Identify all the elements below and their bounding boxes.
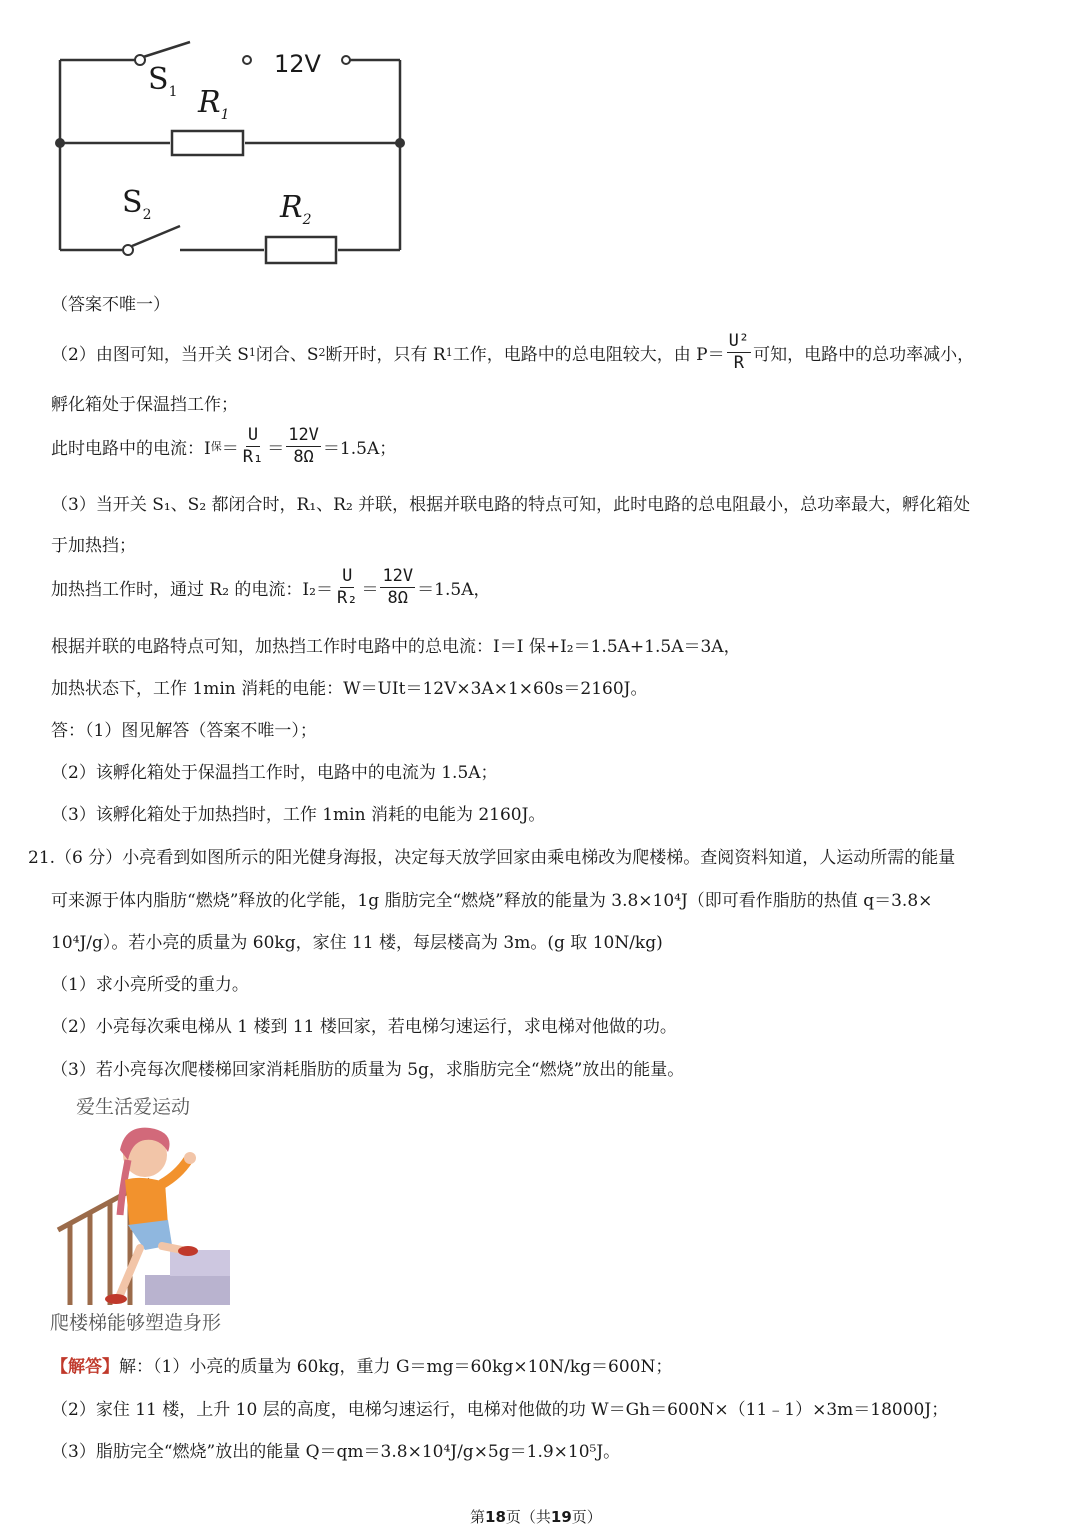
heating-current-fraction-2: $\frac{12V}{8\Omega}$ [382,565,414,608]
q21-question-3: （3）若小亮每次爬楼梯回家消耗脂肪的质量为 5g，求脂肪完全“燃烧”放出的能量。 [51,1060,685,1080]
fitness-poster [50,1090,250,1335]
junction-right [395,138,405,148]
current-fraction-2: $\frac{12V}{8\Omega}$ [288,424,319,467]
q20-p2-line1: （2）由图可知，当开关 S 1 闭合、S 2 断开时，只有 R 1 工作，电路中的总电阻较大，由 P＝ $\frac{\text{U²}}{R}$ 可知，电路中的总功率减小， [51,330,975,373]
q20-p2-current: 此时电路中的电流：I 保 ＝ $\frac{U}{\text{R₁}}$ ＝ $\frac{12V}{8\Omega}$ ＝1.5A； [51,424,397,467]
q21-stem-line1: 21.（6 分）小亮看到如图所示的阳光健身海报，决定每天放学回家由乘电梯改为爬楼梯。查阅资料知道，人运动所需的能量 [28,848,956,868]
s2-contact [123,245,133,255]
q21-question-2: （2）小亮每次乘电梯从 1 楼到 11 楼回家，若电梯匀速运行，求电梯对他做的功。 [51,1017,677,1037]
q20-answer-2: （2）该孵化箱处于保温挡工作时，电路中的电流为 1.5A； [51,763,498,783]
terminal-right [342,56,350,64]
q20-answer-3: （3）该孵化箱处于加热挡时，工作 1min 消耗的电能为 2160J。 [51,805,546,825]
page-footer: 第18页（共19页） [470,1508,602,1526]
heating-current-fraction-1: $\frac{U}{\text{R₂}}$ [336,565,358,608]
current-fraction-1: $\frac{U}{\text{R₁}}$ [242,424,264,467]
poster-bottom-text: 爬楼梯能够塑造身形 [50,1312,222,1334]
q21-answer-1: 【解答】解：（1）小亮的质量为 60kg，重力 G＝mg＝60kg×10N/kg＝600N； [51,1357,673,1377]
poster-top-text: 爱生活爱运动 [76,1096,191,1118]
circuit-diagram [40,30,420,275]
q20-p3-current: 加热挡工作时，通过 R₂ 的电流：I₂＝ $\frac{U}{\text{R₂}}$ ＝ $\frac{12V}{8\Omega}$ ＝1.5A， [51,565,491,608]
q21-stem-line3: 10⁴J/g）。若小亮的质量为 60kg，家住 11 楼，每层楼高为 3m。(g 取 10N/kg) [51,933,663,953]
r2-label: $R_2$ [280,190,312,228]
power-formula-fraction: $\frac{\text{U²}}{R}$ [728,330,750,373]
q20-answer-1: 答：（1）图见解答（答案不唯一）； [51,721,317,741]
stair-step-lower [145,1275,230,1305]
r1-label: $R_1$ [198,85,230,123]
answer-not-unique: （答案不唯一） [51,295,170,315]
s1-label: $S_1$ [148,62,178,100]
s1-contact [135,55,145,65]
q20-total-current: 根据并联的电路特点可知，加热挡工作时电路中的总电流：I＝I 保+I₂＝1.5A+1.5A＝3A， [51,637,741,657]
girl-climbing-stairs-illustration [50,1120,250,1310]
junction-left [55,138,65,148]
q20-p3-line2: 于加热挡； [51,536,136,556]
q20-p2-line2: 孵化箱处于保温挡工作； [51,395,238,415]
q21-answer-2: （2）家住 11 楼，上升 10 层的高度，电梯匀速运行，电梯对他做的功 W＝Gh＝600N×（11﹣1）×3m＝18000J； [51,1400,949,1420]
s2-label: $S_2$ [122,185,152,223]
q21-question-1: （1）求小亮所受的重力。 [51,975,249,995]
q20-p3-line1: （3）当开关 S₁、S₂ 都闭合时，R₁、R₂ 并联，根据并联电路的特点可知，此时电路的总电阻最小，总功率最大，孵化箱处 [51,495,971,515]
voltage-label: 12V [274,50,321,78]
circuit-svg [40,30,420,275]
q21-stem-line2: 可来源于体内脂肪“燃烧”释放的化学能，1g 脂肪完全“燃烧”释放的能量为 3.8×10⁴J（即可看作脂肪的热值 q＝3.8× [51,891,933,911]
q21-answer-3: （3）脂肪完全“燃烧”放出的能量 Q＝qm＝3.8×10⁴J/g×5g＝1.9×10⁵J。 [51,1442,621,1462]
terminal-left [243,56,251,64]
stair-step-upper [170,1250,230,1276]
answer-tag: 【解答】 [51,1357,119,1377]
q20-energy: 加热状态下，工作 1min 消耗的电能：W＝UIt＝12V×3A×1×60s＝2160J。 [51,679,648,699]
